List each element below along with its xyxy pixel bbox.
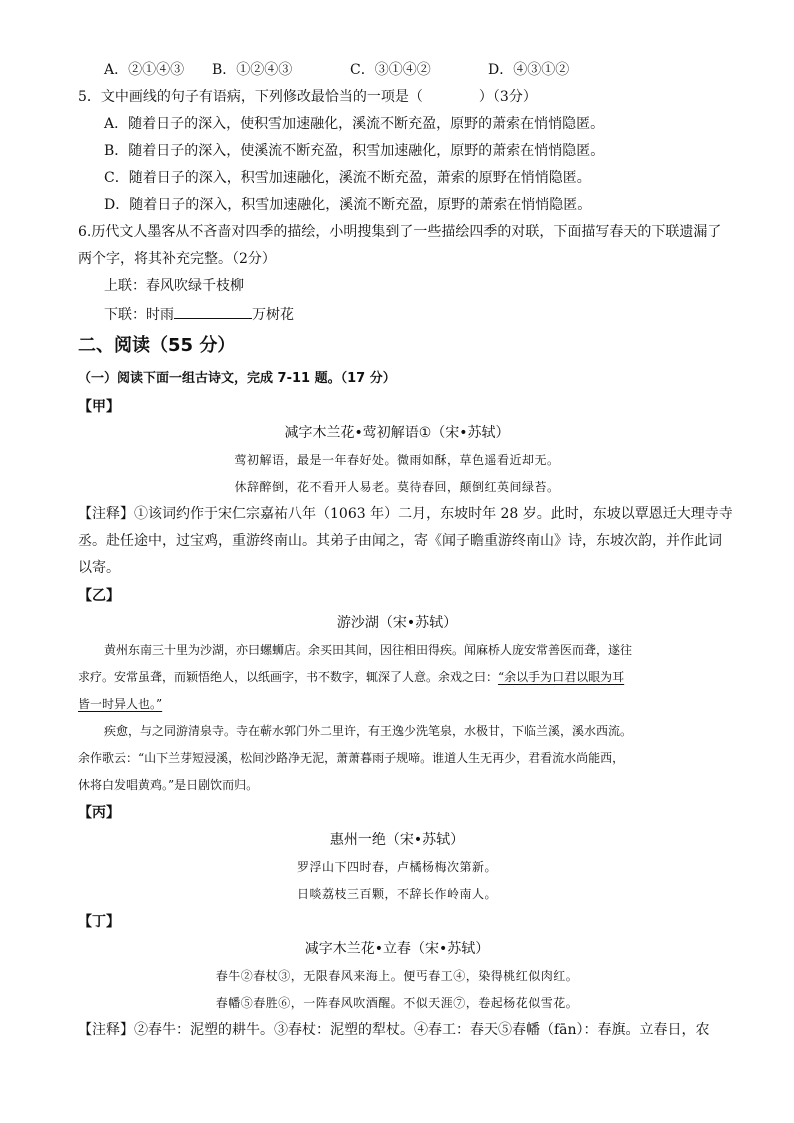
q6-stem-line1: 6.历代文人墨客从不吝啬对四季的描绘，小明搜集到了一些描绘四季的对联，下面描写春天的下联遗漏了 (78, 224, 722, 240)
yi-p1-line2-text: 求疗。安常虽聋，而颖悟绝人，以纸画字，书不数字，辄深了人意。余戏之曰： (78, 670, 499, 684)
couplet-lower-end: 万树花 (252, 307, 294, 323)
ding-note: 【注释】②春牛：泥塑的耕牛。③春杖：泥塑的犁杖。④春工：春天⑤春幡（fān）：春旗。立春日，农 (78, 1022, 710, 1038)
poem-jia-line1: 莺初解语，最是一年春好处。微雨如酥，草色遥看近却无。 (234, 453, 560, 467)
yi-p1-line1: 黄州东南三十里为沙湖，亦曰螺蛳店。余买田其间，因往相田得疾。闻麻桥人庞安常善医而聋，遂往 (104, 643, 633, 657)
poem-ding-line1: 春牛②春杖③，无限春风来海上。便丐春工④，染得桃红似肉红。 (215, 969, 579, 983)
q5-option-c: C．随着日子的深入，积雪加速融化，溪流不断充盈，萧索的原野在悄悄隐匿。 (104, 170, 591, 186)
yi-p1-line2 (78, 667, 624, 687)
yi-p2-line3: 休将白发唱黄鸡。”是日剧饮而归。 (78, 778, 259, 792)
q4-option-c: C．③①④② (350, 62, 431, 78)
poem-bing-line2: 日啖荔枝三百颗，不辞长作岭南人。 (296, 887, 497, 901)
yi-p1-line3 (78, 694, 162, 714)
label-ding: 【丁】 (78, 914, 120, 930)
label-bing: 【丙】 (78, 805, 120, 821)
poem-jia-line2: 休辞醉倒，花不看开人易老。莫待春回，颠倒红英间绿苔。 (234, 480, 560, 494)
yi-p2-line2: 余作歌云：“山下兰芽短浸溪，松间沙路净无泥，萧萧暮雨子规啼。谁道人生无再少，君看流水尚能西， (78, 751, 625, 765)
poem-ding-line2: 春幡⑤春胜⑥，一阵春风吹酒醒。不似天涯⑦，卷起杨花似雪花。 (215, 996, 579, 1010)
q4-option-a: A．②①④③ (104, 62, 185, 78)
couplet-lower-start: 下联：时雨 (104, 307, 174, 323)
q4-option-b: B．①②④③ (212, 62, 293, 78)
poem-jia-title: 减字木兰花•莺初解语①（宋•苏轼） (284, 425, 510, 441)
couplet-lower (104, 304, 294, 325)
poem-ding-title: 减字木兰花•立春（宋•苏轼） (304, 941, 490, 957)
yi-underlined-sentence-part2: 皆一时异人也。” (78, 697, 163, 711)
yi-p2-line1: 疾愈，与之同游清泉寺。寺在蕲水郭门外二里许，有王逸少洗笔泉，水极甘，下临兰溪，溪水西流。 (104, 724, 633, 738)
prose-yi-title: 游沙湖（宋•苏轼） (336, 615, 458, 631)
couplet-upper: 上联：春风吹绿千枝柳 (104, 278, 244, 294)
jia-note-line3: 以寄。 (78, 560, 120, 576)
yi-underlined-sentence-part1: “余以手为口君以眼为耳 (498, 670, 625, 684)
label-yi: 【乙】 (78, 588, 120, 604)
part1-intro: （一）阅读下面一组古诗文，完成 7-11 题。（17 分） (78, 371, 396, 386)
q5-stem: 5．文中画线的句子有语病，下列修改最恰当的一项是（ ）（3分） (78, 89, 537, 105)
q6-stem-line2: 两个字，将其补充完整。（2分） (78, 251, 276, 267)
poem-bing-title: 惠州一绝（宋•苏轼） (329, 832, 465, 848)
section-title: 二、阅读（55 分） (78, 335, 236, 356)
label-jia: 【甲】 (78, 399, 120, 415)
jia-note-line1: 【注释】①该词约作于宋仁宗嘉祐八年（1063 年）二月，东坡时年 28 岁。此时，东坡以覃恩迁大理寺寺 (78, 506, 733, 522)
jia-note-line2: 丞。赴任途中，过宝鸡，重游终南山。其弟子由闻之，寄《闻子瞻重游终南山》诗，东坡次韵，并作此词 (78, 533, 722, 549)
couplet-blank[interactable] (174, 304, 252, 319)
poem-bing-line1: 罗浮山下四时春，卢橘杨梅次第新。 (296, 860, 497, 874)
q5-option-d: D．随着日子的深入，积雪加速融化，溪流不断充盈，原野的萧索在悄悄隐匿。 (104, 197, 592, 213)
q5-option-a: A．随着日子的深入，使积雪加速融化，溪流不断充盈，原野的萧索在悄悄隐匿。 (104, 116, 605, 132)
q5-option-b: B．随着日子的深入，使溪流不断充盈，积雪加速融化，原野的萧索在悄悄隐匿。 (104, 143, 605, 159)
q4-option-d: D．④③①② (488, 62, 570, 78)
